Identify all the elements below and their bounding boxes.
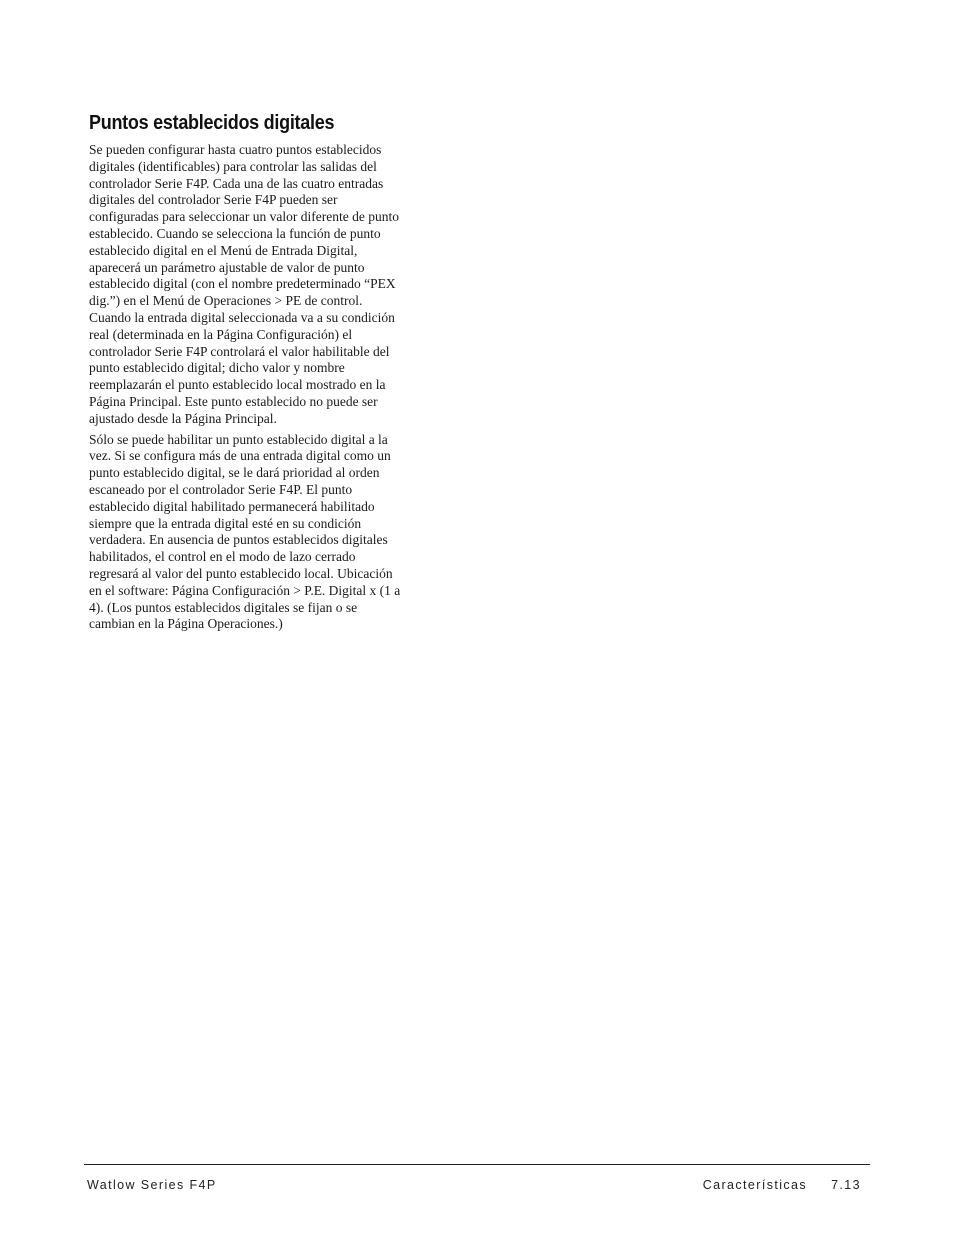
section-heading: Puntos establecidos digitales: [89, 112, 335, 134]
footer-product-name: Watlow Series F4P: [87, 1178, 217, 1192]
footer-section-name: Características: [702, 1178, 808, 1192]
paragraph-1: Se pueden configurar hasta cuatro puntos establecidos digitales (identificables) para controlar las salidas del controlador Serie F4P. Cada una de las cuatro entradas digitales del controlador Serie F4P pueden ser configuradas para seleccionar un valor diferente de punto establecido. Cuando se selecciona la función de punto establecido digital en el Menú de Entrada Digital, aparecerá un parámetro ajustable de valor de punto establecido digital (con el nombre predeterminado “PEX dig.”) en el Menú de Operaciones > PE de control. Cuando la entrada digital seleccionada va a su condición real (determinada en la Página Configuración) el controlador Serie F4P controlará el valor habilitable del punto establecido digital; dicho valor y nombre reemplazarán el punto establecido local mostrado en la Página Principal. Este punto establecido no puede ser ajustado desde la Página Principal.: [89, 142, 399, 426]
paragraph-2: Sólo se puede habilitar un punto establecido digital a la vez. Si se configura más de una entrada digital como un punto establecido digital, se le dará prioridad al orden escaneado por el controlador Serie F4P. El punto establecido digital habilitado permanecerá habilitado siempre que la entrada digital esté en su condición verdadera. En ausencia de puntos establecidos digitales habilitados, el control en el modo de lazo cerrado regresará al valor del punto establecido local. Ubicación en el software: Página Configuración > P.E. Digital x (1 a 4). (Los puntos establecidos digitales se fijan o se cambian en la Página Operaciones.): [89, 431, 401, 632]
footer-page-number: 7.13: [831, 1178, 861, 1192]
footer-page-info: [703, 1178, 861, 1192]
footer-divider: [84, 1164, 870, 1165]
section-body: [89, 142, 469, 637]
